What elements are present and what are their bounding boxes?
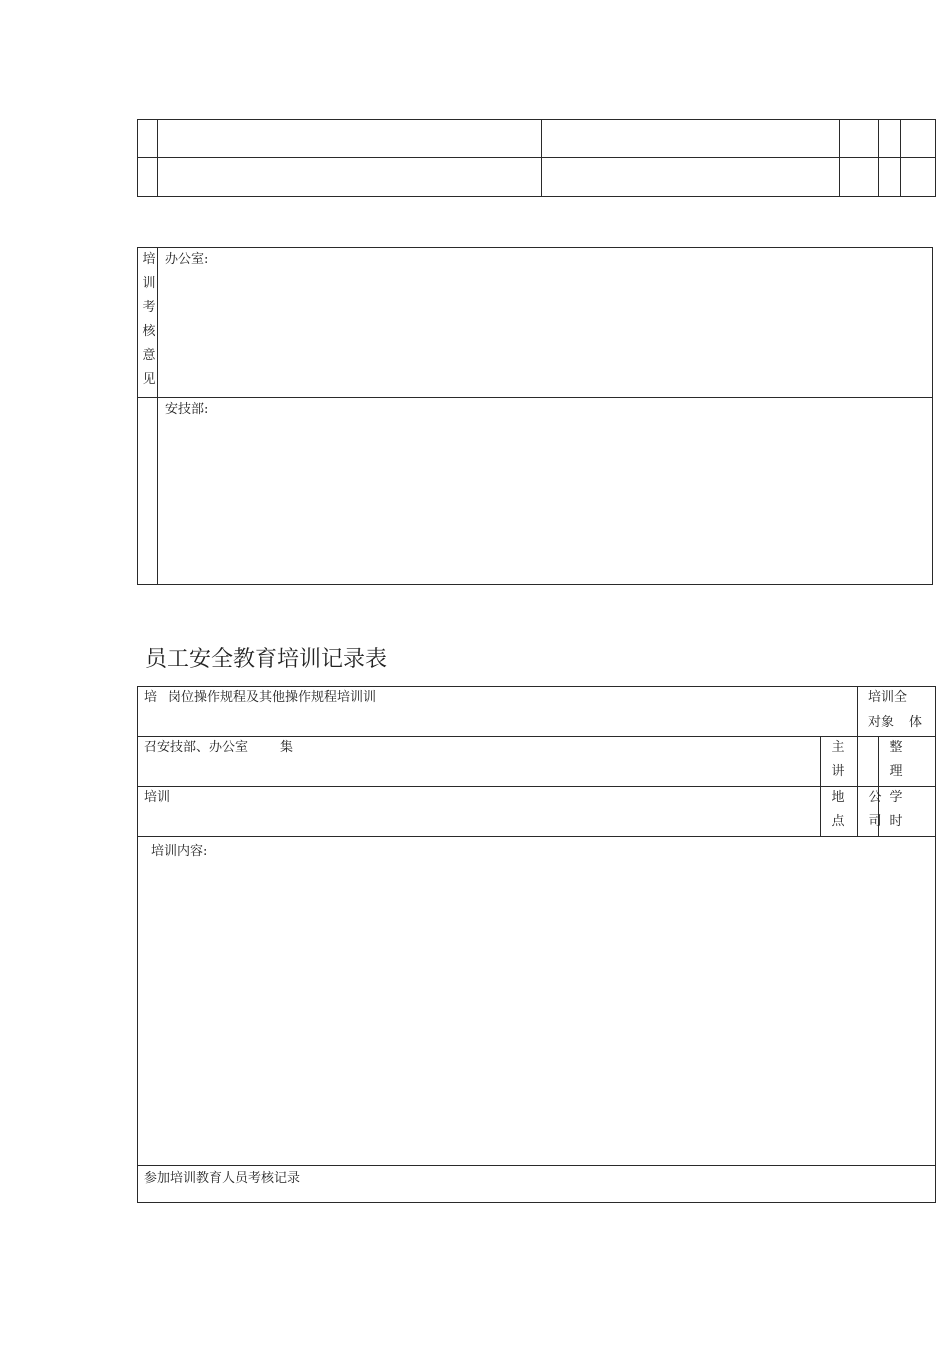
table-border bbox=[137, 157, 936, 158]
table-border bbox=[137, 119, 138, 197]
table-border bbox=[932, 247, 933, 585]
table-border bbox=[137, 119, 936, 120]
organize-label: 整 理 bbox=[889, 740, 903, 779]
table-border bbox=[137, 196, 936, 197]
table-border bbox=[157, 247, 158, 585]
location-value: 公 司 bbox=[868, 790, 882, 829]
table-border bbox=[541, 119, 542, 197]
organizer-label: 召安技部、办公室 bbox=[144, 740, 249, 755]
table-border bbox=[137, 584, 933, 585]
training-topic: 岗位操作规程及其他操作规程培训训 bbox=[168, 690, 377, 705]
safety-dept-opinion-label: 安技部: bbox=[165, 402, 209, 417]
training-target-sub-label: 对象 bbox=[868, 715, 895, 730]
training-target-value: 体 bbox=[909, 715, 923, 730]
table-border bbox=[157, 119, 158, 197]
hours-label: 学 时 bbox=[889, 790, 903, 829]
participants-record-label: 参加培训教育人员考核记录 bbox=[144, 1171, 301, 1186]
training-date-label: 培训 bbox=[144, 790, 171, 805]
training-content-label: 培训内容: bbox=[151, 844, 208, 859]
table-border bbox=[137, 1202, 936, 1203]
table-border bbox=[137, 397, 933, 398]
table-border bbox=[935, 119, 936, 197]
table-border bbox=[137, 686, 138, 1203]
office-opinion-label: 办公室: bbox=[165, 252, 209, 267]
table-border bbox=[839, 119, 840, 197]
table-border bbox=[137, 786, 936, 787]
table-border bbox=[878, 119, 879, 197]
table-border bbox=[857, 686, 858, 836]
evaluation-side-label: 培 训 考 核 意 见 bbox=[142, 252, 156, 387]
table-border bbox=[137, 836, 936, 837]
record-title: 员工安全教育培训记录表 bbox=[145, 647, 388, 672]
row1-left-char: 培 bbox=[144, 690, 158, 705]
location-label: 地 点 bbox=[831, 790, 845, 829]
organizer-suffix: 集 bbox=[280, 740, 294, 755]
table-border bbox=[137, 1165, 936, 1166]
table-border bbox=[935, 686, 936, 1203]
table-border bbox=[820, 736, 821, 836]
table-border bbox=[137, 247, 933, 248]
lecturer-label: 主 讲 bbox=[831, 740, 845, 779]
table-border bbox=[137, 736, 936, 737]
training-target-label: 培训全 bbox=[868, 690, 908, 705]
table-border bbox=[137, 247, 138, 585]
table-border bbox=[900, 119, 901, 197]
